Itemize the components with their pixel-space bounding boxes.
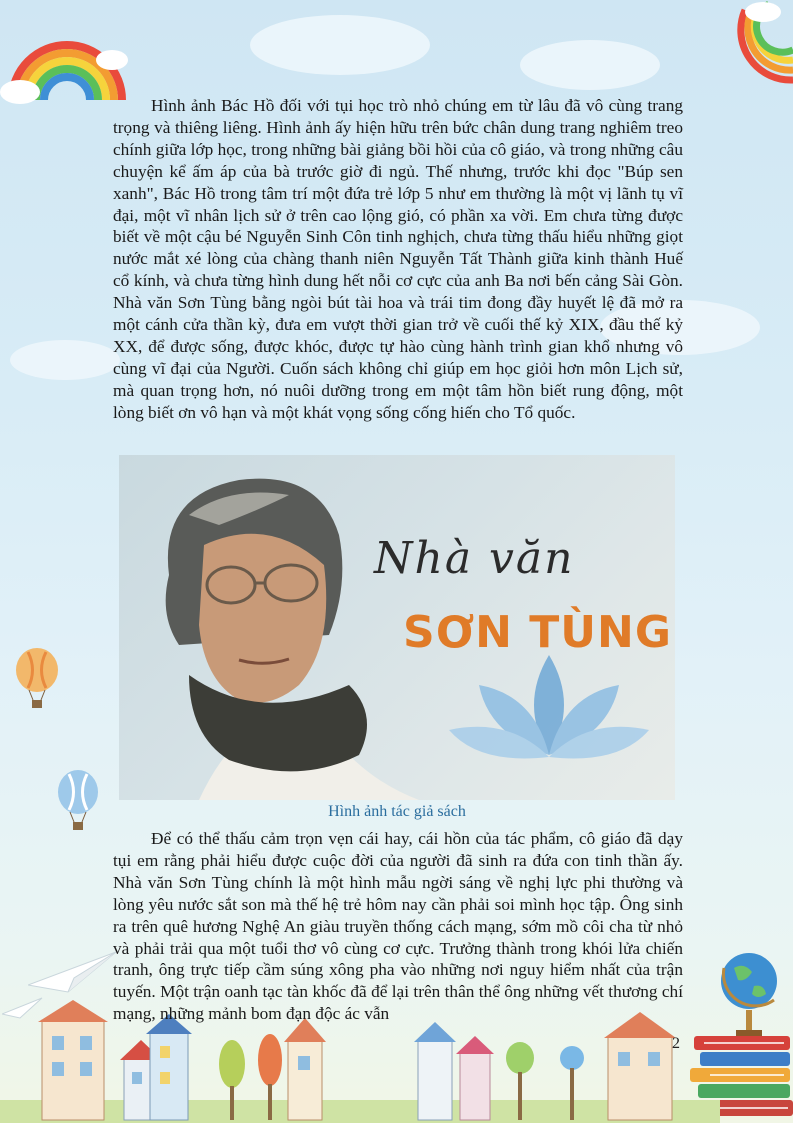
paragraph-text: Hình ảnh Bác Hồ đối với tụi học trò nhỏ chúng em từ lâu đã vô cùng trang trọng và thiêng liêng. Hình ảnh ấy hiện hữu trên bức chân dung trang nghiêm treo chính giữa lớp học, trong những bài giảng bồi hồi của cô giáo, và trong những câu chuyện kể ấm áp của bà trước giờ đi ngủ. Thế nhưng, trước khi đọc "Búp sen xanh", Bác Hồ trong tâm trí một đứa trẻ lớp 5 như em thường là một vị lãnh tụ vĩ đại, một vĩ nhân lịch sử ở trên cao lộng gió, có phần xa vời. Em chưa từng được biết về một cậu bé Nguyễn Sinh Côn tinh nghịch, chưa từng thấu hiểu những giọt nước mắt xé lòng của chàng thanh niên Nguyễn Tất Thành giữa kinh thành Huế cổ kính, và chưa từng hình dung hết nỗi cơ cực của anh Ba nơi bến cảng Sài Gòn. Nhà văn Sơn Tùng bằng ngòi bút tài hoa và trái tim đong đầy huyết lệ đã mở ra một cánh cửa thần kỳ, đưa em vượt thời gian trở về cuối thế kỷ XIX, đầu thế kỷ XX, để được sống, được khóc, được tự hào cùng hành trình gian khổ nhưng vô cùng vĩ đại của Người. Cuốn sách không chỉ giúp em học giỏi hơn môn Lịch sử, mà quan trọng hơn, nó nuôi dưỡng trong em một tâm hồn biết rung động, một lòng biết ơn vô hạn và một khát vọng sống cống hiến cho Tổ quốc. xyxy=(113,96,683,422)
rainbow-icon xyxy=(0,0,130,115)
hot-air-balloon-icon xyxy=(14,648,60,710)
body-paragraph-1 xyxy=(113,95,683,424)
cloud xyxy=(10,340,120,380)
paper-plane-icon xyxy=(28,950,118,1000)
cloud xyxy=(250,15,430,75)
page-number: 2 xyxy=(672,1035,680,1052)
figure-title-name: SƠN TÙNG xyxy=(403,607,672,658)
figure-title-script: Nhà văn xyxy=(374,533,575,584)
figure-caption: Hình ảnh tác giả sách xyxy=(328,803,466,820)
hot-air-balloon-icon xyxy=(56,770,100,832)
author-photo xyxy=(119,455,675,800)
cloud xyxy=(520,40,660,90)
body-paragraph-2 xyxy=(113,828,683,1025)
paragraph-text: Để có thể thấu cảm trọn vẹn cái hay, cái hồn của tác phẩm, cô giáo đã dạy tụi em rằng phải hiểu được cuộc đời của người đã sinh ra đứa con tinh thần ấy. Nhà văn Sơn Tùng chính là một hình mẫu ngời sáng về nghị lực phi thường và lòng yêu nước sắt son mà thế hệ trẻ hôm nay cần phải soi mình học tập. Ông sinh ra trên quê hương Nghệ An giàu truyền thống cách mạng, sớm mồ côi cha từ nhỏ và phải trải qua một tuổi thơ vô cùng cơ cực. Trưởng thành trong khói lửa chiến tranh, ông trực tiếp cầm súng xông pha vào những nơi nguy hiểm nhất của trận tuyến. Một trận oanh tạc tàn khốc đã để lại trên thân thể ông những vết thương chí mạng, những mảnh bom đạn độc ác vẫn xyxy=(113,829,683,1024)
rainbow-icon xyxy=(735,0,793,90)
